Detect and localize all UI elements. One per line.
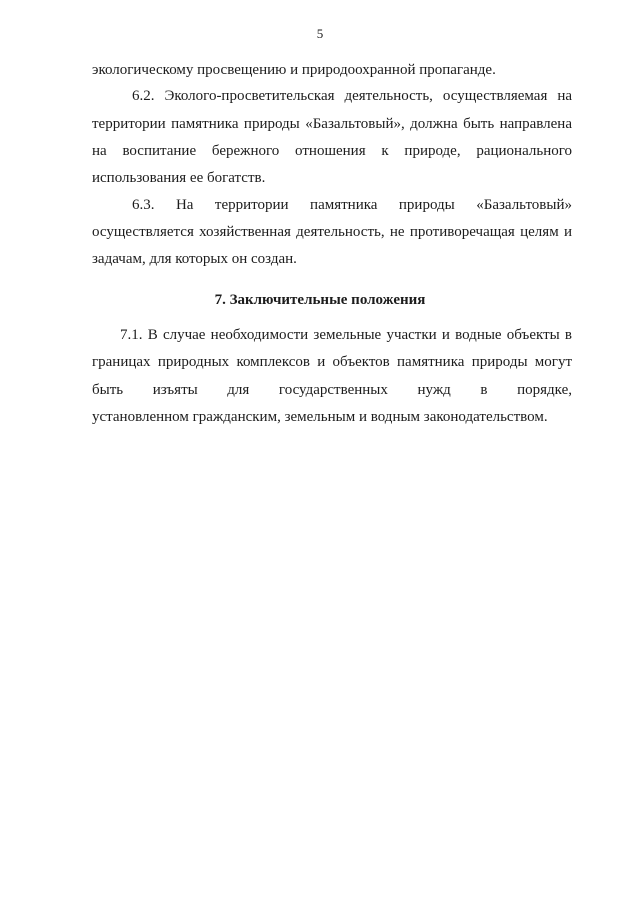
paragraph-line: осуществляется хозяйственная деятельность, не противоречащая целям и	[92, 224, 572, 240]
paragraph-line: задачам, для которых он создан.	[92, 251, 297, 267]
paragraph-line: территории памятника природы «Базальтовый», должна быть направлена	[92, 116, 572, 132]
paragraph-line: 6.3. На территории памятника природы «Базальтовый»	[132, 197, 572, 213]
paragraph-line: 6.2. Эколого-просветительская деятельность, осуществляемая на	[132, 88, 572, 104]
paragraph-line: быть изъяты для государственных нужд в порядке,	[92, 382, 572, 398]
paragraph-line: границах природных комплексов и объектов памятника природы могут	[92, 354, 572, 370]
paragraph-line: использования ее богатств.	[92, 170, 266, 186]
paragraph-line: экологическому просвещению и природоохранной пропаганде.	[92, 62, 496, 78]
paragraph-line: установленном гражданским, земельным и водным законодательством.	[92, 409, 548, 425]
section-heading: 7. Заключительные положения	[214, 292, 426, 308]
page-number: 5	[316, 26, 324, 41]
paragraph-line: на воспитание бережного отношения к природе, рационального	[92, 143, 572, 159]
paragraph-line: 7.1. В случае необходимости земельные участки и водные объекты в	[120, 327, 572, 343]
